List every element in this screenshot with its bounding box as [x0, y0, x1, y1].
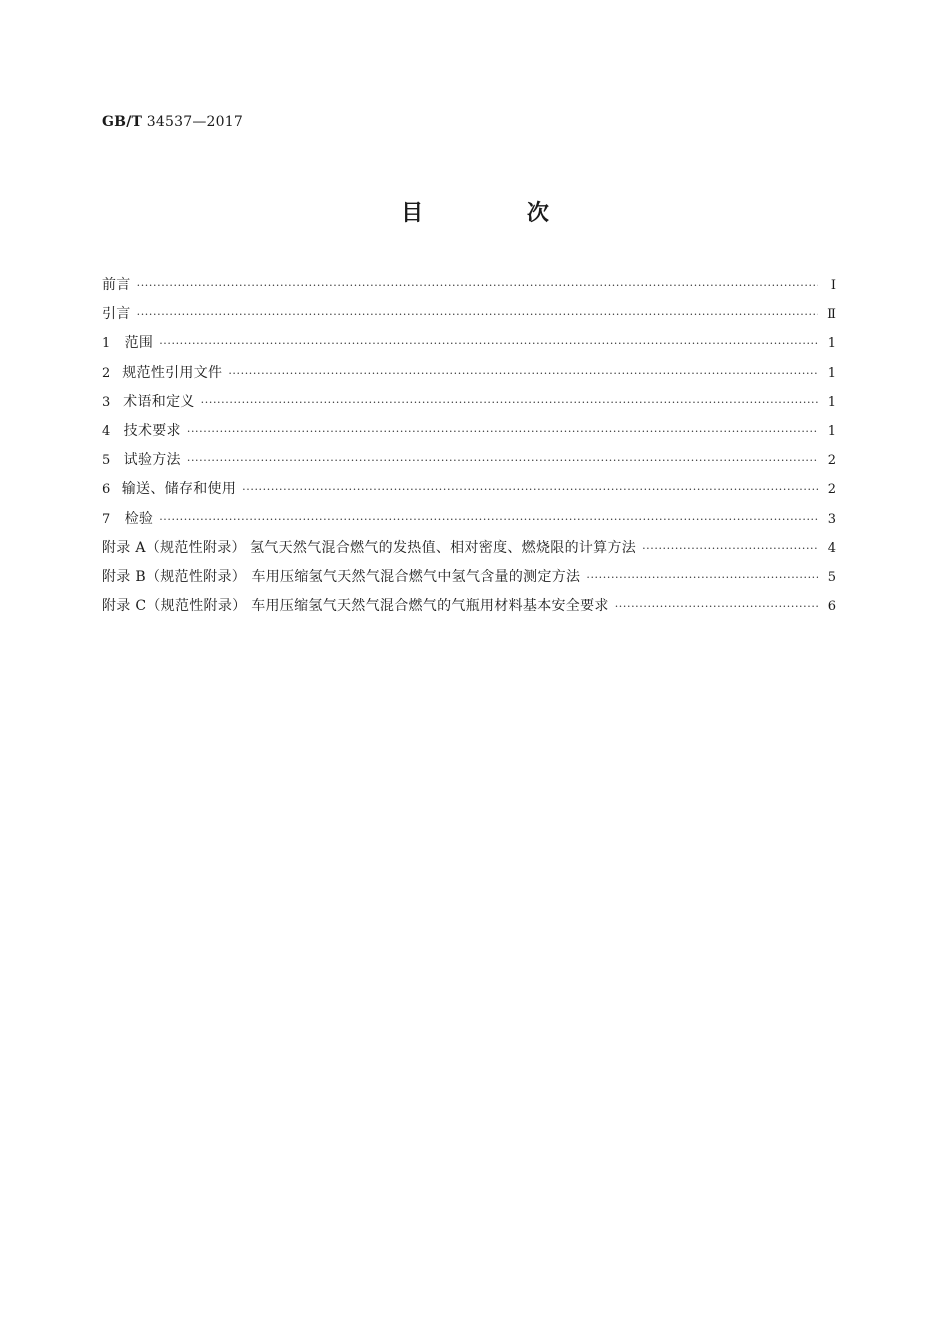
- toc-entry-page-number: 5: [827, 569, 836, 585]
- toc-entry-number: 5: [102, 453, 111, 469]
- toc-entry-label: 试验方法: [123, 452, 181, 469]
- toc-entry-leader-dots: [615, 601, 818, 612]
- toc-entry-subtitle: 车用压缩氢气天然气混合燃气中氢气含量的测定方法: [251, 568, 581, 585]
- toc-entry-label: 附录 A（规范性附录）: [102, 539, 246, 556]
- toc-entry-page-number: Ⅰ: [830, 278, 836, 293]
- toc-entry[interactable]: [102, 274, 836, 303]
- toc-entry-leader-dots: [159, 514, 818, 525]
- document-code-prefix: GB/T: [102, 114, 143, 130]
- toc-entry-page-number: 1: [827, 336, 836, 352]
- toc-entry[interactable]: [102, 566, 836, 595]
- toc-entry-subtitle: 车用压缩氢气天然气混合燃气的气瓶用材料基本安全要求: [251, 598, 609, 615]
- toc-entry[interactable]: [102, 508, 836, 537]
- toc-entry-label: 前言: [102, 277, 131, 293]
- toc-entry-label: 规范性引用文件: [122, 364, 223, 381]
- table-of-contents: [102, 274, 836, 624]
- toc-entry-number: 3: [102, 394, 111, 410]
- toc-entry-label: 附录 B（规范性附录）: [102, 568, 247, 585]
- toc-entry-number: 1: [102, 336, 111, 352]
- toc-entry-leader-dots: [242, 484, 818, 495]
- toc-entry-leader-dots: [201, 397, 818, 408]
- toc-entry-label: 术语和定义: [123, 393, 195, 410]
- document-code-number: 34537—2017: [146, 114, 243, 130]
- toc-entry[interactable]: [102, 420, 836, 449]
- toc-entry-number: 7: [102, 511, 111, 527]
- toc-entry-label: 引言: [102, 306, 131, 323]
- toc-entry-label: 输送、储存和使用: [121, 481, 237, 498]
- toc-entry-leader-dots: [642, 543, 818, 554]
- toc-entry[interactable]: [102, 391, 836, 420]
- toc-entry-leader-dots: [137, 280, 818, 291]
- toc-entry-page-number: 2: [827, 482, 836, 498]
- toc-entry-number: 2: [102, 365, 111, 381]
- toc-title: 目 次: [401, 201, 597, 226]
- toc-entry-page-number: 6: [827, 599, 836, 615]
- toc-entry[interactable]: [102, 478, 836, 507]
- toc-entry-leader-dots: [586, 572, 818, 583]
- toc-entry-leader-dots: [159, 338, 818, 349]
- toc-entry[interactable]: [102, 332, 836, 361]
- toc-entry-leader-dots: [228, 368, 818, 379]
- toc-entry-label: 技术要求: [123, 422, 181, 439]
- toc-entry-page-number: 4: [827, 540, 836, 556]
- toc-entry[interactable]: [102, 362, 836, 391]
- toc-entry-subtitle: 氢气天然气混合燃气的发热值、相对密度、燃烧限的计算方法: [249, 539, 637, 556]
- toc-entry-leader-dots: [137, 309, 818, 320]
- toc-entry-label: 附录 C（规范性附录）: [102, 598, 247, 615]
- toc-entry[interactable]: [102, 449, 836, 478]
- toc-entry-page-number: 1: [827, 394, 836, 410]
- toc-entry-page-number: 3: [827, 511, 836, 527]
- toc-entry-leader-dots: [187, 455, 818, 466]
- toc-entry-number: 4: [102, 423, 111, 439]
- toc-entry-label: 检验: [124, 510, 154, 527]
- toc-entry[interactable]: [102, 537, 836, 566]
- toc-entry-leader-dots: [187, 426, 818, 437]
- toc-entry-page-number: Ⅱ: [827, 307, 836, 323]
- toc-entry[interactable]: [102, 303, 836, 332]
- toc-entry-page-number: 1: [827, 365, 836, 381]
- toc-entry-page-number: 1: [827, 423, 836, 439]
- document-code: [102, 114, 243, 130]
- toc-entry[interactable]: [102, 595, 836, 624]
- toc-entry-page-number: 2: [827, 453, 836, 469]
- toc-entry-label: 范围: [124, 335, 154, 352]
- toc-entry-number: 6: [102, 482, 111, 498]
